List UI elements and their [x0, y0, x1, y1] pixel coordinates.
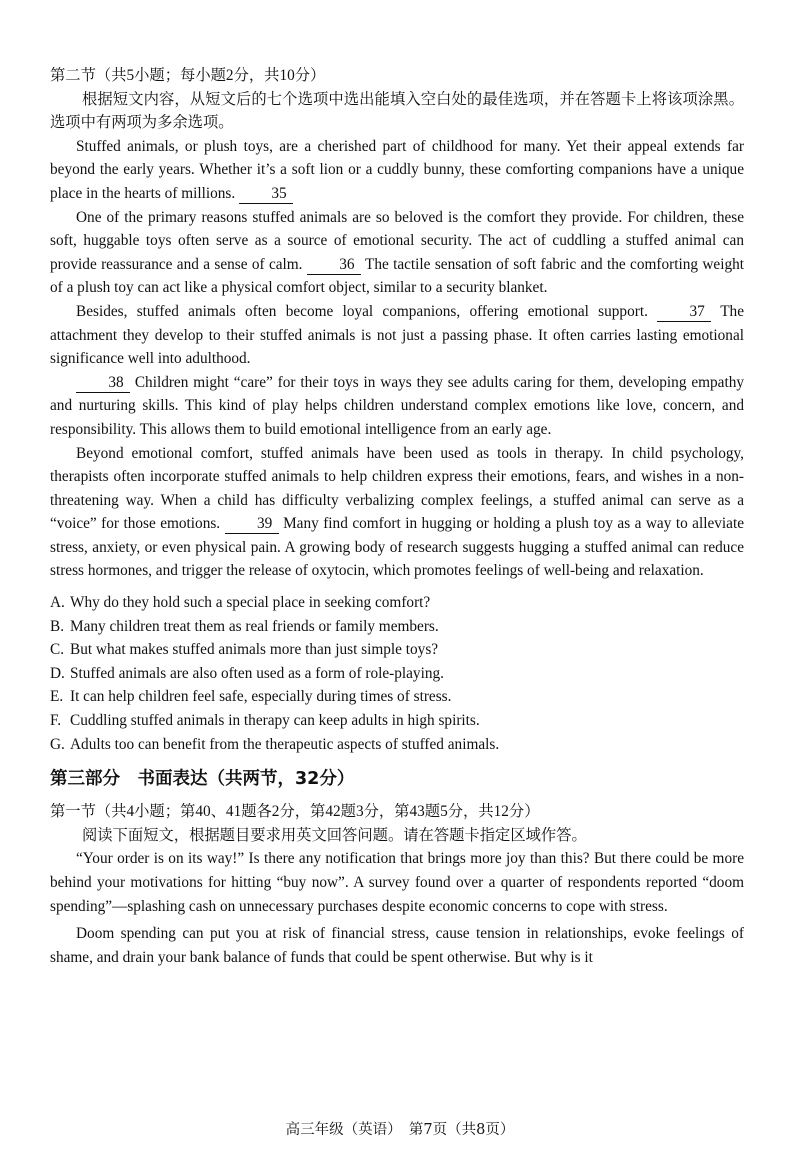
page-footer: 高三年级（英语） 第7页（共8页）	[285, 1122, 515, 1138]
paragraph-text: The tactile sensation of soft fabric and the comforting weight of a plush toy can act like a physical comfort object, similar to a security blanket.	[50, 255, 744, 297]
option-a	[50, 591, 744, 615]
answer-options	[50, 591, 744, 756]
paragraph-text: Many find comfort in hugging or holding a plush toy as a way to alleviate stress, anxiety, or even physical pain. A growing body of research suggests hugging a stuffed animal can reduce stress hormones, and trigger the release of oxytocin, which promotes feelings of well-being and relaxation.	[50, 515, 744, 580]
option-c	[50, 638, 744, 662]
exam-page	[50, 64, 744, 969]
option-letter: D.	[50, 664, 65, 682]
answer-blank-35: 35	[239, 185, 293, 204]
option-letter: C.	[50, 641, 65, 659]
writing-passage-paragraph-2: Doom spending can put you at risk of financial stress, cause tension in relationships, evoke feelings of shame, and drain your bank balance of funds that could be spent otherwise. But why is it	[50, 925, 744, 966]
section2-instruction: 根据短文内容，从短文后的七个选项中选出能填入空白处的最佳选项，并在答题卡上将该项涂黑。选项中有两项为多余选项。	[50, 90, 744, 132]
passage-paragraph-1	[50, 135, 744, 206]
paragraph-text: Children might “care” for their toys in ways they see adults caring for them, developing empathy and nurturing skills. This kind of play helps children understand complex emotions like love, concern, and responsibility. This allows them to build emotional intelligence from an early age.	[50, 373, 744, 438]
part3-heading: 第三部分 书面表达（共两节，32分）	[50, 769, 355, 790]
option-text: Many children treat them as real friends or family members.	[70, 617, 439, 635]
option-text: But what makes stuffed animals more than just simple toys?	[70, 641, 439, 659]
answer-blank-37: 37	[657, 303, 711, 322]
part3-section1-heading: 第一节（共4小题；第40、41题各2分，第42题3分，第43题5分，共12分）	[50, 803, 540, 821]
part3-instruction: 阅读下面短文，根据题目要求用英文回答问题。请在答题卡指定区域作答。	[82, 826, 587, 844]
answer-blank-38: 38	[76, 374, 130, 393]
option-text: Stuffed animals are also often used as a form of role-playing.	[70, 664, 444, 682]
option-letter: E.	[50, 688, 64, 706]
option-letter: G.	[50, 735, 65, 753]
section2-heading: 第二节（共5小题；每小题2分，共10分）	[50, 67, 326, 84]
answer-blank-39: 39	[225, 515, 279, 534]
option-d	[50, 662, 744, 686]
option-b	[50, 615, 744, 639]
option-e	[50, 685, 744, 709]
option-letter: A.	[50, 594, 65, 612]
option-g	[50, 733, 744, 757]
passage-paragraph-5	[50, 442, 744, 584]
paragraph-text: Besides, stuffed animals often become loyal companions, offering emotional support.	[76, 302, 648, 320]
option-letter: B.	[50, 617, 65, 635]
paragraph-text: Beyond emotional comfort, stuffed animals have been used as tools in therapy. In child psychology, therapists often incorporate stuffed animals to help children express their emotions, fears, and wishes in a non-threatening way. When a child has difficulty verbalizing complex feelings, a stuffed animal can serve as a “voice” for those emotions.	[50, 444, 744, 533]
passage-paragraph-2	[50, 206, 744, 300]
option-text: Adults too can benefit from the therapeutic aspects of stuffed animals.	[70, 735, 500, 753]
paragraph-text: Stuffed animals, or plush toys, are a cherished part of childhood for many. Yet their appeal extends far beyond the early years. Whether it’s a soft lion or a cuddly bunny, these comforting companions have a unique place in the hearts of millions.	[50, 137, 744, 202]
option-text: It can help children feel safe, especially during times of stress.	[70, 688, 452, 706]
option-f	[50, 709, 744, 733]
passage-paragraph-4	[50, 371, 744, 442]
option-text: Why do they hold such a special place in seeking comfort?	[70, 594, 431, 612]
option-text: Cuddling stuffed animals in therapy can keep adults in high spirits.	[70, 712, 480, 730]
option-letter: F.	[50, 712, 62, 730]
paragraph-text: One of the primary reasons stuffed animals are so beloved is the comfort they provide. For children, these soft, huggable toys often serve as a source of emotional security. The act of cuddling a stuffed animal can provide reassurance and a sense of calm.	[50, 208, 744, 273]
passage-paragraph-3	[50, 300, 744, 371]
writing-passage-paragraph-1: “Your order is on its way!” Is there any notification that brings more joy than this? But there could be more behind your motivations for hitting “buy now”. A survey found over a quarter of respondents reported “doom spending”—splashing cash on unnecessary purchases despite economic concerns to cope with stress.	[50, 850, 744, 915]
paragraph-text: The attachment they develop to their stuffed animals is not just a passing phase. It often carries lasting emotional significance well into adulthood.	[50, 302, 744, 368]
answer-blank-36: 36	[307, 256, 361, 275]
